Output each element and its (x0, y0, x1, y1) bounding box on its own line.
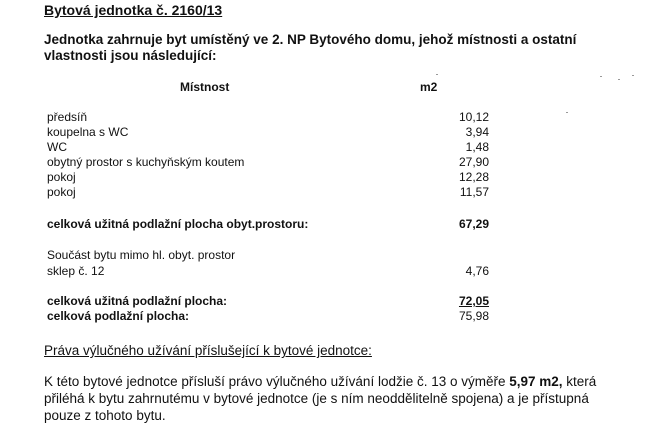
total-floor-value: 75,98 (458, 309, 489, 323)
cellar-label: sklep č. 12 (47, 264, 105, 278)
scan-speck (600, 76, 602, 77)
rights-heading: Práva výlučného užívání příslušející k bytové jednotce: (44, 343, 372, 358)
intro-paragraph: Jednotka zahrnuje byt umístěný ve 2. NP Bytového domu, jehož místnosti a ostatní vlastnosti jsou následující: (44, 32, 577, 63)
outside-heading: Součást bytu mimo hl. obyt. prostor (47, 248, 236, 262)
rights-paragraph (44, 373, 624, 424)
room-name: WC (47, 140, 67, 154)
scan-speck (632, 75, 634, 76)
scan-speck (618, 79, 620, 80)
room-area: 10,12 (458, 110, 489, 124)
room-name: pokoj (47, 170, 76, 184)
room-area: 1,48 (465, 140, 489, 154)
rights-text-before: K této bytové jednotce přísluší právo výlučného užívání lodžie č. 13 o výměře (44, 374, 510, 389)
room-name: koupelna s WC (47, 125, 129, 139)
rights-area: 5,97 m2, (509, 374, 563, 389)
total-usable-value: 72,05 (458, 294, 489, 308)
room-area: 12,28 (458, 170, 489, 184)
column-header-room: Místnost (180, 80, 230, 94)
room-area: 27,90 (458, 155, 489, 169)
cellar-value: 4,76 (465, 264, 489, 278)
room-area: 3,94 (465, 125, 489, 139)
room-name: pokoj (47, 185, 76, 199)
room-area: 11,57 (459, 185, 489, 199)
rights-text-after: která přiléhá k bytu zahrnutému v bytové jednotce (je s ním neoddělitelně spojena) a je přístupná pouze z tohoto bytu. (44, 374, 597, 423)
document-title: Bytová jednotka č. 2160/13 (44, 2, 223, 18)
total-living-label: celková užitná podlažní plocha obyt.prostoru: (47, 217, 309, 231)
room-name: předsíň (47, 110, 88, 124)
scan-speck (566, 112, 568, 113)
total-usable-label: celková užitná podlažní plocha: (47, 294, 228, 308)
total-floor-label: celková podlažní plocha: (47, 309, 190, 323)
total-living-value: 67,29 (458, 217, 489, 231)
scan-speck (436, 74, 438, 75)
column-header-area: m2 (420, 80, 438, 94)
room-name: obytný prostor s kuchyňským koutem (47, 155, 245, 169)
